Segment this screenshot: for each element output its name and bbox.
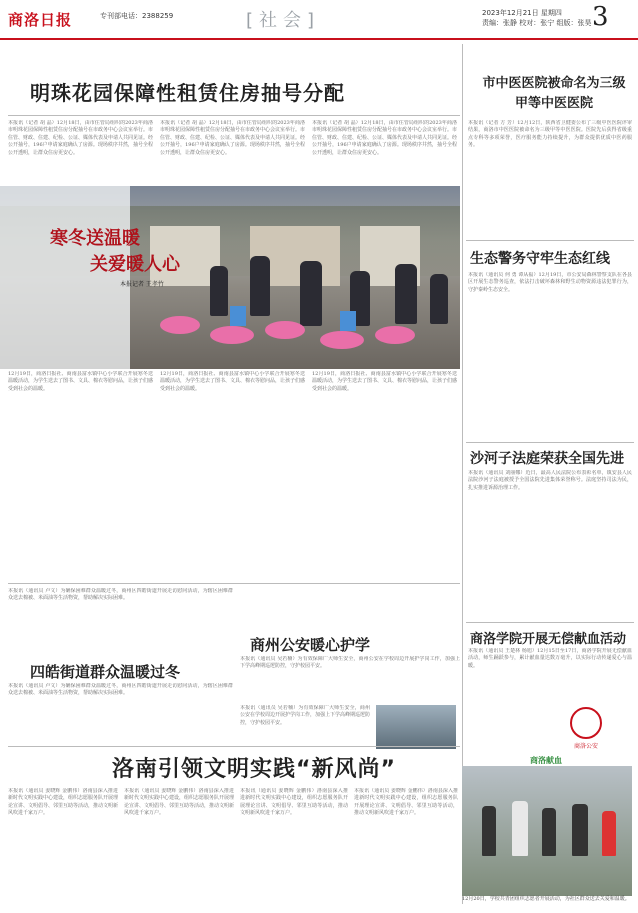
photo-story-col2: 12月19日，商洛日报社、商南县富水镇中心小学联合开展寒冬送温暖活动，为学生送去了图书、文具、棉衣等慰问品，让孩子们感受到社会的温暖。	[160, 371, 305, 392]
donation-badge: 商洛献血	[530, 756, 562, 765]
left-story2-headline: 四皓街道群众温暖过冬	[30, 663, 181, 681]
police-seal	[560, 707, 612, 759]
right-story3-headline: 沙河子法庭荣获全国先进	[470, 451, 624, 467]
page-number: 3	[592, 2, 609, 32]
masthead	[0, 0, 638, 40]
photo-caption-text: 12月19日，商洛日报社、商南县富水镇中心小学联合开展寒冬送温暖活动，为学生送去了图书、文具、棉衣等慰问品，让孩子们感受到社会的温暖。	[8, 371, 153, 392]
bottom-body-col3: 本报讯（通讯员 姜晓辉 金鹏伟）洛南县深入推进新时代文明实践中心建设，组织志愿服务队开展理论宣讲、文明倡导、邻里互助等活动，推动文明新风吹进千家万户。	[240, 788, 348, 817]
right-story4-headline: 商洛学院开展无偿献血活动	[470, 632, 627, 647]
bottom-photo	[462, 766, 632, 896]
right-story1-body: 本报讯（记者 方 芳）12月12日，陕西省卫健委公布了三级中医医院评审结果，商洛市中医医院被命名为三级甲等中医医院。医院先后获得省级重点专科等多项荣誉，医疗服务能力持续提升，为群众提供优质中医药服务。	[468, 120, 632, 149]
right-divider-3	[466, 622, 634, 623]
right-story2-body: 本报讯（通讯员 何 勇 谭从福）12月19日，市公安局森林警察支队在各县区开展生态警务巡查，依法打击破坏森林和野生动物资源违法犯罪行为，守护秦岭生态安全。	[468, 272, 632, 293]
photo-credit: 本报记者 王孝竹	[120, 281, 164, 288]
bottom-body-col4: 本报讯（通讯员 姜晓辉 金鹏伟）洛南县深入推进新时代文明实践中心建设，组织志愿服务队开展理论宣讲、文明倡导、邻里互助等活动，推动文明新风吹进千家万户。	[354, 788, 458, 817]
police-photo	[376, 705, 456, 749]
editor-credits: 责编：张静 校对：张宁 组版：张昊	[482, 19, 592, 27]
newspaper-logo: 商洛日报	[8, 11, 73, 29]
left-story2-body: 本报讯（通讯员 卢文）为确保困难群众温暖过冬，商州区四皓街道开展走访慰问活动，为辖区困难群众送去棉被、米面油等生活物资，帮助解决实际困难。	[8, 683, 233, 697]
header-divider	[0, 38, 638, 40]
photo-title-line1: 寒冬送温暖	[50, 228, 140, 249]
section-label: [社会]	[246, 10, 321, 31]
bottom-body-col1: 本报讯（通讯员 姜晓辉 金鹏伟）洛南县深入推进新时代文明实践中心建设，组织志愿服务队开展理论宣讲、文明倡导、邻里互助等活动，推动文明新风吹进千家万户。	[8, 788, 118, 817]
photo-title-line2: 关爱暖人心	[90, 254, 180, 275]
lower-divider	[8, 583, 460, 584]
main-body-col2: 本报讯（记者 胡 晶）12月18日，由市住管局组织的2023年商洛市明珠花园保障性租赁住房分配抽号在市政务中心会议室举行。市住管、财政、住建、纪检、公证、媒体代表及申请人共同见证。经公开抽号，196户申请家庭确认了房源。现场秩序井然，抽号全程公开透明，让群众住房更安心。	[160, 120, 305, 156]
right-story1-headline: 市中医医院被命名为三级甲等中医医院	[482, 76, 626, 111]
right-story3-body: 本报讯（通讯员 刘丽娜）近日，最高人民法院公布表彰名单，镇安县人民法院沙河子法庭被授予全国法院先进集体荣誉称号。法庭坚持司法为民，扎实推进诉源治理工作。	[468, 470, 632, 491]
bottom-divider	[8, 746, 460, 747]
contact-info: 专刊部电话：2388259	[100, 12, 174, 20]
photo-story-col3: 12月19日，商洛日报社、商南县富水镇中心小学联合开展寒冬送温暖活动，为学生送去了图书、文具、棉衣等慰问品，让孩子们感受到社会的温暖。	[312, 371, 457, 392]
bottom-photo-caption: 12月20日，学校共青团组织志愿者开展活动，为社区群众送去关爱和温暖。	[462, 896, 630, 902]
mid-story2-body: 本报讯（通讯员 吴若楠）为有效保障广大师生安全，商州公安在学校周边开展护学岗工作，加强上下学高峰期巡逻防控，守护校园平安。	[240, 656, 460, 670]
mid-story2-body-cont: 本报讯（通讯员 吴若楠）为有效保障广大师生安全，商州公安在学校周边开展护学岗工作，加强上下学高峰期巡逻防控，守护校园平安。	[240, 705, 370, 726]
main-divider	[8, 115, 460, 116]
date-info	[482, 8, 591, 28]
issue-date: 2023年12月21日 星期四	[482, 9, 562, 17]
left-lead-body: 本报讯（通讯员 卢文）为确保困难群众温暖过冬，商州区四皓街道开展走访慰问活动，为辖区困难群众送去棉被、米面油等生活物资，帮助解决实际困难。	[8, 588, 233, 602]
right-divider-1	[466, 240, 634, 241]
police-seal-text: 商洛公安	[573, 743, 598, 750]
police-seal-icon	[570, 707, 602, 739]
mid-story2-headline: 商州公安暖心护学	[250, 636, 371, 654]
main-body-col3: 本报讯（记者 胡 晶）12月18日，由市住管局组织的2023年商洛市明珠花园保障性租赁住房分配抽号在市政务中心会议室举行。市住管、财政、住建、纪检、公证、媒体代表及申请人共同见证。经公开抽号，196户申请家庭确认了房源。现场秩序井然，抽号全程公开透明，让群众住房更安心。	[312, 120, 457, 156]
bottom-headline: 洛南引领文明实践“新风尚”	[112, 757, 396, 782]
photo-caption-panel	[0, 186, 130, 369]
bottom-body-col2: 本报讯（通讯员 姜晓辉 金鹏伟）洛南县深入推进新时代文明实践中心建设，组织志愿服务队开展理论宣讲、文明倡导、邻里互助等活动，推动文明新风吹进千家万户。	[124, 788, 234, 817]
right-divider-2	[466, 442, 634, 443]
right-story2-headline: 生态警务守牢生态红线	[470, 251, 610, 267]
right-story4-body: 本报讯（通讯员 王楚林 杨旭）12月15日至17日，商洛学院开展无偿献血活动，师生踊跃参与，累计献血量达数万毫升，以实际行动传递爱心与温暖。	[468, 648, 632, 669]
main-headline: 明珠花园保障性租赁住房抽号分配	[30, 81, 345, 105]
main-body-col1: 本报讯（记者 胡 晶）12月18日，由市住管局组织的2023年商洛市明珠花园保障性租赁住房分配抽号在市政务中心会议室举行。市住管、财政、住建、纪检、公证、媒体代表及申请人共同见证。经公开抽号，196户申请家庭确认了房源。现场秩序井然，抽号全程公开透明，让群众住房更安心。	[8, 120, 153, 156]
